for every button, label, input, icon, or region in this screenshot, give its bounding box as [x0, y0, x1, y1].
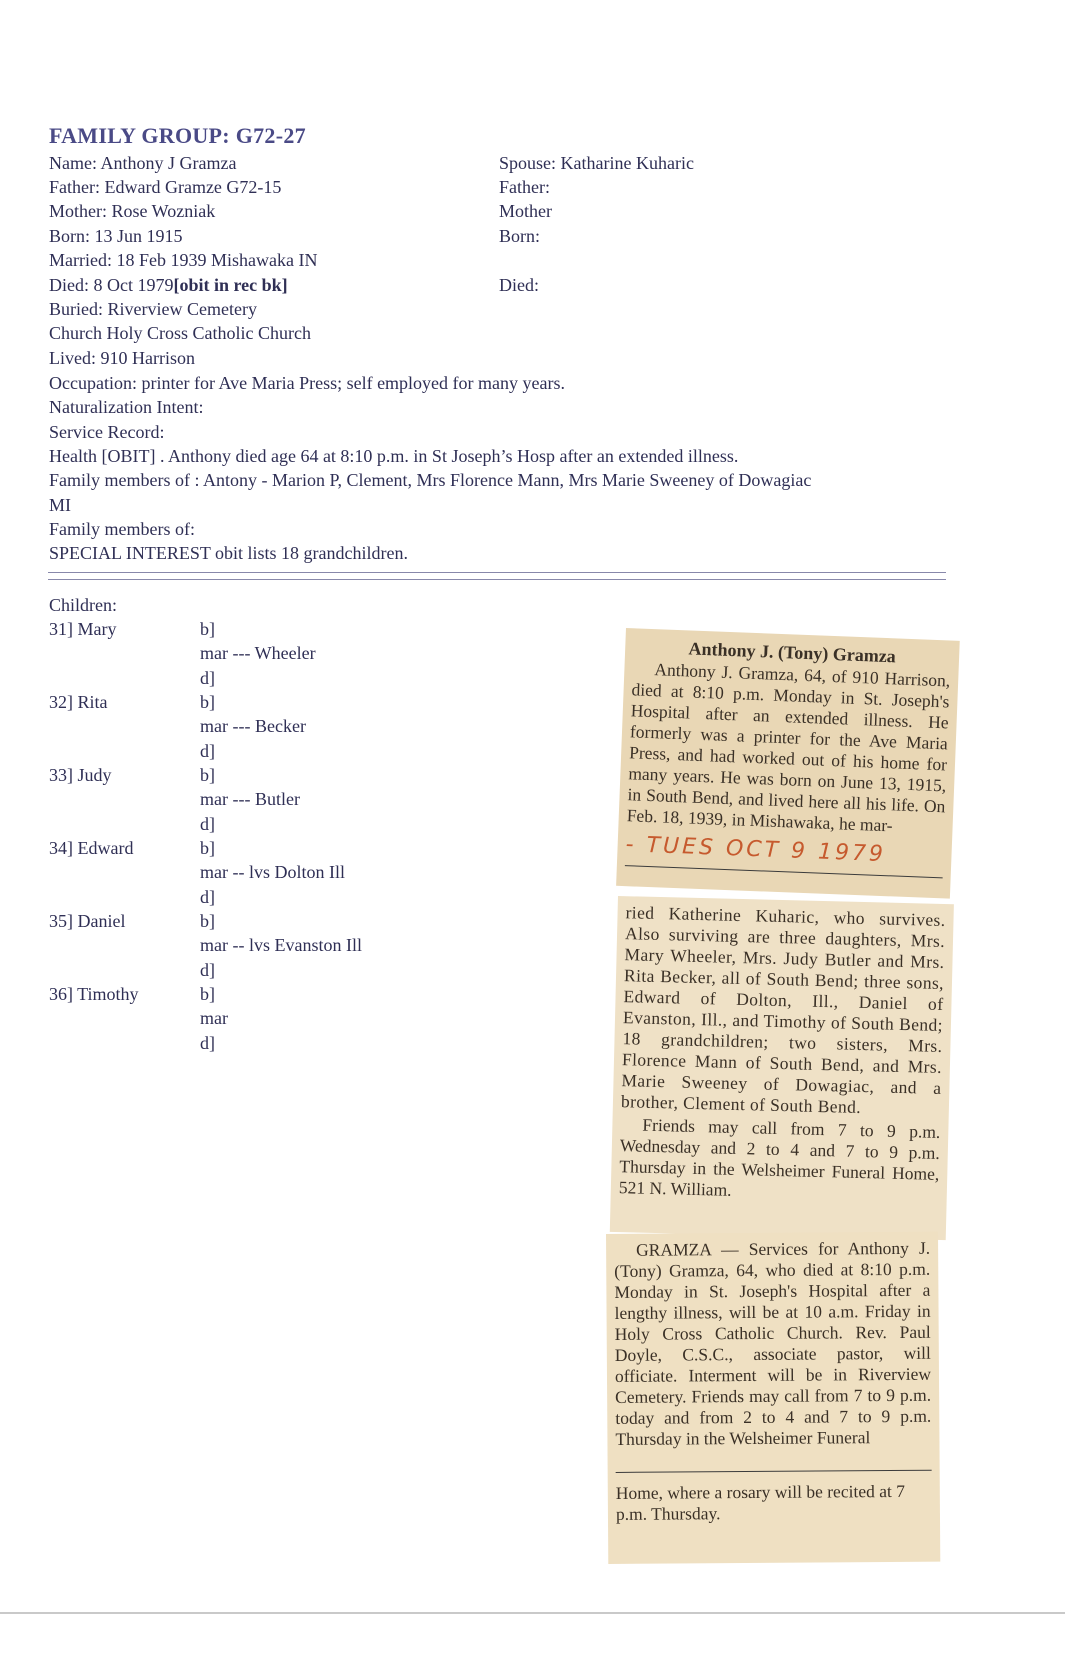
- child-born: b]: [200, 765, 215, 785]
- page-bottom-edge: [0, 1612, 1065, 1614]
- child-born: b]: [200, 984, 215, 1004]
- person-mother: Mother: Rose Wozniak: [49, 201, 216, 221]
- special-interest: SPECIAL INTEREST obit lists 18 grandchildren.: [49, 543, 408, 563]
- obituary-paragraph: Anthony J. Gramza, 64, of 910 Harrison, died at 8:10 p.m. Monday in St. Joseph's Hospital after an extended illness. He formerly was a printer for the Ave Maria Press, and had worked out of his home for many years. He was born on June 13, 1915, in South Bend, and lived here all his life. On Feb. 18, 1939, in Mishawaka, he mar-: [626, 659, 951, 836]
- child-born: b]: [200, 692, 215, 712]
- handwritten-date: - TUES OCT 9 1979: [625, 832, 887, 868]
- spouse-mother: Mother: [499, 201, 552, 221]
- person-buried: Buried: Riverview Cemetery: [49, 299, 257, 319]
- child-married: mar -- lvs Evanston Ill: [200, 935, 362, 955]
- clipping-rule: [616, 1470, 932, 1473]
- child-died: d]: [200, 960, 215, 980]
- child-name: 34] Edward: [49, 838, 134, 858]
- family-members-1: Family members of : Antony - Marion P, Clement, Mrs Florence Mann, Mrs Marie Sweeney of Dowagiac: [49, 470, 812, 490]
- family-members-1-cont: MI: [49, 495, 71, 515]
- spouse-died: Died:: [499, 275, 539, 295]
- child-name: 35] Daniel: [49, 911, 126, 931]
- child-married: mar --- Butler: [200, 789, 300, 809]
- child-died: d]: [200, 668, 215, 688]
- person-father: Father: Edward Gramze G72-15: [49, 177, 282, 197]
- obituary-clipping-part-2: [610, 896, 954, 1240]
- obituary-paragraph: Friends may call from 7 to 9 p.m. Wednesday and 2 to 4 and 7 to 9 p.m. Thursday in the Welsheimer Funeral Home, 521 N. William.: [618, 1114, 941, 1200]
- person-occupation: Occupation: printer for Ave Maria Press; self employed for many years.: [49, 373, 566, 393]
- section-divider: [48, 572, 946, 580]
- child-married: mar --- Wheeler: [200, 643, 316, 663]
- obit-note: [obit in rec bk]: [173, 275, 288, 295]
- funeral-notice-paragraph: GRAMZA — Services for Anthony J. (Tony) Gramza, 64, who died at 8:10 p.m. Monday in St. Joseph's Hospital after a lengthy illness, will be at 10 a.m. Friday in Holy Cross Catholic Church. Rev. Paul Doyle, C.S.C., associate pastor, will officiate. Interment will be in Riverview Cemetery. Friends may call from 7 to 9 p.m. today and from 2 to 4 and 7 to 9 p.m. Thursday in the Welsheimer Funeral: [614, 1237, 932, 1449]
- person-born: Born: 13 Jun 1915: [49, 226, 183, 246]
- child-died: d]: [200, 887, 215, 907]
- person-naturalization: Naturalization Intent:: [49, 397, 204, 417]
- page-title: FAMILY GROUP: G72-27: [49, 123, 306, 148]
- person-lived: Lived: 910 Harrison: [49, 348, 195, 368]
- child-married: mar --- Becker: [200, 716, 306, 736]
- child-name: 31] Mary: [49, 619, 117, 639]
- child-died: d]: [200, 1033, 215, 1053]
- children-label: Children:: [49, 595, 117, 615]
- obituary-headline: Anthony J. (Tony) Gramza: [688, 638, 897, 667]
- person-name: Name: Anthony J Gramza: [49, 153, 237, 173]
- funeral-notice-paragraph: Home, where a rosary will be recited at 7 p.m. Thursday.: [615, 1480, 905, 1524]
- person-service-record: Service Record:: [49, 422, 165, 442]
- spouse-name: Spouse: Katharine Kuharic: [499, 153, 694, 173]
- child-born: b]: [200, 838, 215, 858]
- person-health: Health [OBIT] . Anthony died age 64 at 8:10 p.m. in St Joseph’s Hosp after an extended illness.: [49, 446, 739, 466]
- spouse-born: Born:: [499, 226, 541, 246]
- child-name: 36] Timothy: [49, 984, 139, 1004]
- child-died: d]: [200, 741, 215, 761]
- person-married: Married: 18 Feb 1939 Mishawaka IN: [49, 250, 318, 270]
- child-married: mar: [200, 1008, 228, 1028]
- family-members-2: Family members of:: [49, 519, 195, 539]
- child-born: b]: [200, 619, 215, 639]
- child-name: 32] Rita: [49, 692, 108, 712]
- child-married: mar -- lvs Dolton Ill: [200, 862, 345, 882]
- child-name: 33] Judy: [49, 765, 112, 785]
- obituary-paragraph: ried Katherine Kuharic, who survives. Also surviving are three daughters, Mrs. Mary Wheeler, Mrs. Judy Butler and Mrs. Rita Becker, all of South Bend; three sons, Edward of Dolton, Ill., Daniel of Evanston, Ill., and Timothy of South Bend; 18 grandchildren; two sisters, Mrs. Florence Mann of South Bend, and Mrs. Marie Sweeney of Dowagiac, and a brother, Clement of South Bend.: [620, 902, 946, 1117]
- spouse-father: Father:: [499, 177, 550, 197]
- person-died-date: Died: 8 Oct 1979: [49, 275, 174, 295]
- child-died: d]: [200, 814, 215, 834]
- funeral-notice-clipping: [606, 1232, 940, 1564]
- child-born: b]: [200, 911, 215, 931]
- person-church: Church Holy Cross Catholic Church: [49, 323, 311, 343]
- person-died: [49, 273, 288, 297]
- obituary-clipping-part-1: [616, 628, 960, 899]
